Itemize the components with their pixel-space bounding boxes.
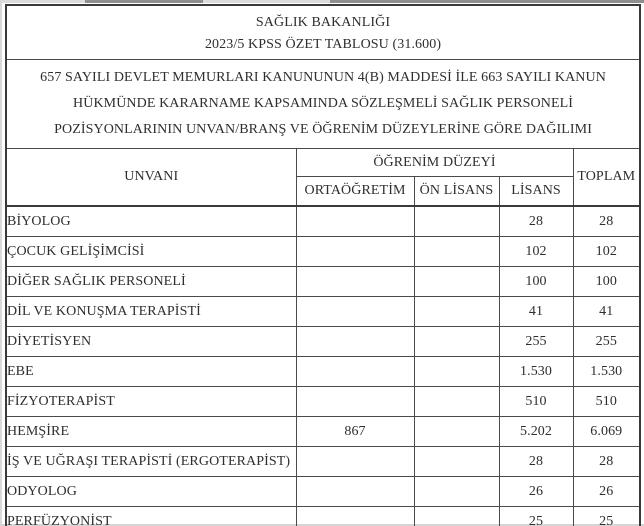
ortaogretim-cell: [296, 297, 414, 327]
document-description-cell: [6, 60, 640, 149]
unvan-cell: EBE: [6, 357, 296, 387]
toplam-cell: 255: [573, 327, 640, 357]
on-lisans-cell: [414, 477, 499, 507]
ortaogretim-cell: [296, 206, 414, 237]
ortaogretim-cell: [296, 387, 414, 417]
column-header-lisans: LİSANS: [499, 177, 573, 207]
toplam-cell: 1.530: [573, 357, 640, 387]
table-row: [6, 297, 640, 327]
ortaogretim-cell: [296, 237, 414, 267]
toplam-cell: 100: [573, 267, 640, 297]
unvan-cell: FİZYOTERAPİST: [6, 387, 296, 417]
table-row: [6, 327, 640, 357]
unvan-cell: DİL VE KONUŞMA TERAPİSTİ: [6, 297, 296, 327]
unvan-cell: HEMŞİRE: [6, 417, 296, 447]
table-header-row-top: [6, 149, 640, 177]
column-header-ogrenim-duzeyi: ÖĞRENİM DÜZEYİ: [296, 149, 573, 177]
unvan-cell: DİYETİSYEN: [6, 327, 296, 357]
on-lisans-cell: [414, 327, 499, 357]
table-row: [6, 507, 640, 526]
lisans-cell: 255: [499, 327, 573, 357]
table-row: [6, 417, 640, 447]
unvan-cell: DİĞER SAĞLIK PERSONELİ: [6, 267, 296, 297]
toplam-cell: 6.069: [573, 417, 640, 447]
ortaogretim-cell: [296, 267, 414, 297]
page-edge-artifact-top: [0, 0, 644, 3]
ortaogretim-cell: [296, 327, 414, 357]
description-line: POZİSYONLARININ UNVAN/BRANŞ VE ÖĞRENİM DÜZEYLERİNE GÖRE DAĞILIMI: [54, 122, 592, 137]
title-row: [6, 5, 640, 60]
unvan-cell: PERFÜZYONİST: [6, 507, 296, 526]
on-lisans-cell: [414, 267, 499, 297]
description-row: [6, 60, 640, 149]
toplam-cell: 26: [573, 477, 640, 507]
lisans-cell: 5.202: [499, 417, 573, 447]
table-row: [6, 387, 640, 417]
ortaogretim-cell: [296, 507, 414, 526]
document-subtitle: 2023/5 KPSS ÖZET TABLOSU (31.600): [204, 37, 442, 52]
lisans-cell: 1.530: [499, 357, 573, 387]
lisans-cell: 100: [499, 267, 573, 297]
unvan-cell: İŞ VE UĞRAŞI TERAPİSTİ (ERGOTERAPİST): [6, 447, 296, 477]
lisans-cell: 41: [499, 297, 573, 327]
toplam-cell: 510: [573, 387, 640, 417]
on-lisans-cell: [414, 387, 499, 417]
description-line: HÜKMÜNDE KARARNAME KAPSAMINDA SÖZLEŞMELİ SAĞLIK PERSONELİ: [73, 96, 574, 111]
unvan-cell: ODYOLOG: [6, 477, 296, 507]
on-lisans-cell: [414, 507, 499, 526]
ortaogretim-cell: 867: [296, 417, 414, 447]
on-lisans-cell: [414, 357, 499, 387]
lisans-cell: 26: [499, 477, 573, 507]
unvan-cell: BİYOLOG: [6, 206, 296, 237]
ortaogretim-cell: [296, 357, 414, 387]
kpss-summary-table: [5, 4, 641, 526]
lisans-cell: 28: [499, 206, 573, 237]
lisans-cell: 102: [499, 237, 573, 267]
on-lisans-cell: [414, 206, 499, 237]
table-row: [6, 267, 640, 297]
table-row: [6, 477, 640, 507]
on-lisans-cell: [414, 417, 499, 447]
on-lisans-cell: [414, 237, 499, 267]
page-edge-artifact-segment: [85, 0, 203, 3]
description-line: 657 SAYILI DEVLET MEMURLARI KANUNUNUN 4(B) MADDESİ İLE 663 SAYILI KANUN: [40, 70, 606, 85]
table-row: [6, 357, 640, 387]
table-row: [6, 237, 640, 267]
document-title-cell: [6, 5, 640, 60]
ortaogretim-cell: [296, 477, 414, 507]
document-title: SAĞLIK BAKANLIĞI: [255, 15, 391, 30]
toplam-cell: 102: [573, 237, 640, 267]
unvan-cell: ÇOCUK GELİŞİMCİSİ: [6, 237, 296, 267]
column-header-unvani: UNVANI: [6, 149, 296, 207]
toplam-cell: 28: [573, 206, 640, 237]
lisans-cell: 25: [499, 507, 573, 526]
table-row: [6, 206, 640, 237]
table-row: [6, 447, 640, 477]
column-header-ortaogretim: ORTAÖĞRETİM: [296, 177, 414, 207]
toplam-cell: 41: [573, 297, 640, 327]
column-header-toplam: TOPLAM: [573, 149, 640, 207]
toplam-cell: 28: [573, 447, 640, 477]
page-edge-artifact-left: [0, 0, 2, 526]
column-header-on-lisans: ÖN LİSANS: [414, 177, 499, 207]
on-lisans-cell: [414, 297, 499, 327]
toplam-cell: 25: [573, 507, 640, 526]
on-lisans-cell: [414, 447, 499, 477]
ortaogretim-cell: [296, 447, 414, 477]
lisans-cell: 510: [499, 387, 573, 417]
lisans-cell: 28: [499, 447, 573, 477]
page-edge-artifact-segment: [330, 0, 644, 3]
